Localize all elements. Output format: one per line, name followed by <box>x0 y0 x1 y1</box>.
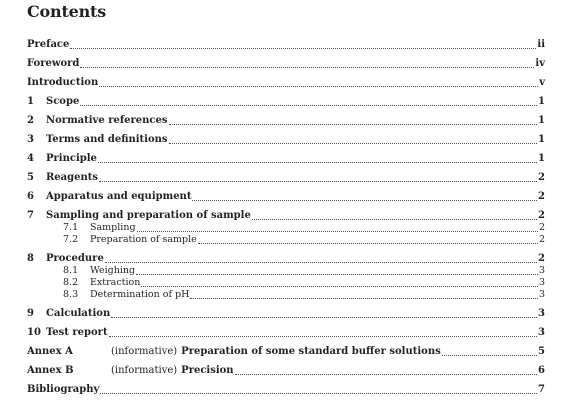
toc-entry-title: Scope <box>46 96 80 107</box>
toc-entry-page: 2 <box>538 253 545 264</box>
toc-entry-number: Annex A <box>27 346 73 357</box>
toc-entry-title: Sampling and preparation of sample <box>46 210 251 221</box>
toc-entry-page: 6 <box>538 365 545 376</box>
dot-leader <box>99 180 537 182</box>
toc-entry-title: Determination of pH <box>90 289 190 300</box>
toc-entry-page: 2 <box>538 222 545 233</box>
toc-entry-preparation-of-sample[interactable] <box>63 234 545 246</box>
toc-entry-extraction[interactable] <box>63 277 545 289</box>
dot-leader <box>105 261 537 263</box>
dot-leader <box>98 161 537 163</box>
toc-entry-scope[interactable] <box>27 96 545 108</box>
toc-entry-number: 3 <box>27 134 34 145</box>
toc-entry-procedure[interactable] <box>27 253 545 265</box>
toc-entry-reagents[interactable] <box>27 172 545 184</box>
toc-entry-page: 3 <box>538 265 545 276</box>
toc-entry-title: Preparation of some standard buffer solutions <box>181 346 441 357</box>
toc-entry-page: 1 <box>538 96 545 107</box>
dot-leader <box>70 47 536 49</box>
toc-entry-number: 10 <box>27 327 41 338</box>
toc-entry-page: 1 <box>538 115 545 126</box>
toc-entry-title: Extraction <box>90 277 141 288</box>
toc-entry-title: Sampling <box>90 222 136 233</box>
toc-entry-title: Test report <box>46 327 108 338</box>
toc-entry-sampling-and-preparation[interactable] <box>27 210 545 222</box>
toc-entry-normative-references[interactable] <box>27 115 545 127</box>
toc-entry-title: Reagents <box>46 172 99 183</box>
dot-leader <box>80 66 534 68</box>
dot-leader <box>136 273 538 275</box>
dot-leader <box>190 297 538 299</box>
toc-entry-page: 3 <box>538 289 545 300</box>
toc-entry-title: Terms and definitions <box>46 134 168 145</box>
toc-entry-number: 7.2 <box>63 234 79 245</box>
toc-entry-number: 4 <box>27 153 34 164</box>
toc-entry-principle[interactable] <box>27 153 545 165</box>
dot-leader <box>109 335 537 337</box>
dot-leader <box>99 85 538 87</box>
toc-entry-page: 7 <box>538 384 545 395</box>
toc-entry-page: 3 <box>538 308 545 319</box>
toc-entry-introduction[interactable] <box>27 77 545 89</box>
dot-leader <box>198 242 538 244</box>
toc-entry-sampling[interactable] <box>63 222 545 234</box>
toc-entry-title: Introduction <box>27 77 99 88</box>
dot-leader <box>137 230 538 232</box>
toc-entry-title: Bibliography <box>27 384 100 395</box>
toc-entry-number: 8.3 <box>63 289 79 300</box>
toc-entry-number: Annex B <box>27 365 74 376</box>
toc-entry-terms-and-definitions[interactable] <box>27 134 545 146</box>
toc-entry-page: 1 <box>538 153 545 164</box>
toc-entry-apparatus-and-equipment[interactable] <box>27 191 545 203</box>
toc-entry-preface[interactable] <box>27 39 545 51</box>
toc-entry-number: 8.1 <box>63 265 79 276</box>
toc-entry-page: 3 <box>538 277 545 288</box>
toc-entry-number: 7 <box>27 210 34 221</box>
toc-entry-page: 2 <box>538 234 545 245</box>
page-title: Contents <box>27 2 107 21</box>
dot-leader <box>252 218 537 220</box>
toc-entry-title: Normative references <box>46 115 168 126</box>
toc-entry-foreword[interactable] <box>27 58 545 70</box>
toc-entry-number: 2 <box>27 115 34 126</box>
toc-entry-number: 8.2 <box>63 277 79 288</box>
dot-leader <box>169 123 538 125</box>
toc-entry-number: 8 <box>27 253 34 264</box>
toc-entry-title: Preparation of sample <box>90 234 197 245</box>
toc-entry-number: 9 <box>27 308 34 319</box>
toc-entry-page: 2 <box>538 172 545 183</box>
dot-leader <box>100 392 537 394</box>
dot-leader <box>80 104 537 106</box>
toc-entry-title: Calculation <box>46 308 111 319</box>
dot-leader <box>192 199 537 201</box>
toc-entry-calculation[interactable] <box>27 308 545 320</box>
toc-entry-page: 2 <box>538 210 545 221</box>
dot-leader <box>169 142 538 144</box>
toc-entry-determination-of-ph[interactable] <box>63 289 545 301</box>
annex-type-label: (informative) <box>111 346 178 357</box>
toc-entry-number: 7.1 <box>63 222 79 233</box>
toc-entry-annex-a[interactable] <box>27 346 545 358</box>
toc-entry-page: 3 <box>538 327 545 338</box>
toc-entry-test-report[interactable] <box>27 327 545 339</box>
toc-entry-title: Principle <box>46 153 97 164</box>
toc-entry-number: 5 <box>27 172 34 183</box>
dot-leader <box>235 373 537 375</box>
toc-entry-weighing[interactable] <box>63 265 545 277</box>
toc-entry-title: Apparatus and equipment <box>46 191 192 202</box>
toc-entry-bibliography[interactable] <box>27 384 545 396</box>
toc-entry-page: ii <box>537 39 545 50</box>
dot-leader <box>141 285 538 287</box>
toc-entry-page: v <box>539 77 545 88</box>
dot-leader <box>442 354 537 356</box>
annex-type-label: (informative) <box>111 365 178 376</box>
toc-entry-title: Procedure <box>46 253 104 264</box>
toc-entry-title: Precision <box>181 365 234 376</box>
toc-entry-number: 6 <box>27 191 34 202</box>
toc-entry-page: iv <box>535 58 545 69</box>
toc-entry-page: 1 <box>538 134 545 145</box>
toc-entry-page: 2 <box>538 191 545 202</box>
dot-leader <box>111 316 537 318</box>
toc-entry-title: Foreword <box>27 58 80 69</box>
toc-entry-annex-b[interactable] <box>27 365 545 377</box>
toc-entry-title: Preface <box>27 39 70 50</box>
toc-entry-number: 1 <box>27 96 34 107</box>
toc-entry-page: 5 <box>538 346 545 357</box>
toc-entry-title: Weighing <box>90 265 136 276</box>
